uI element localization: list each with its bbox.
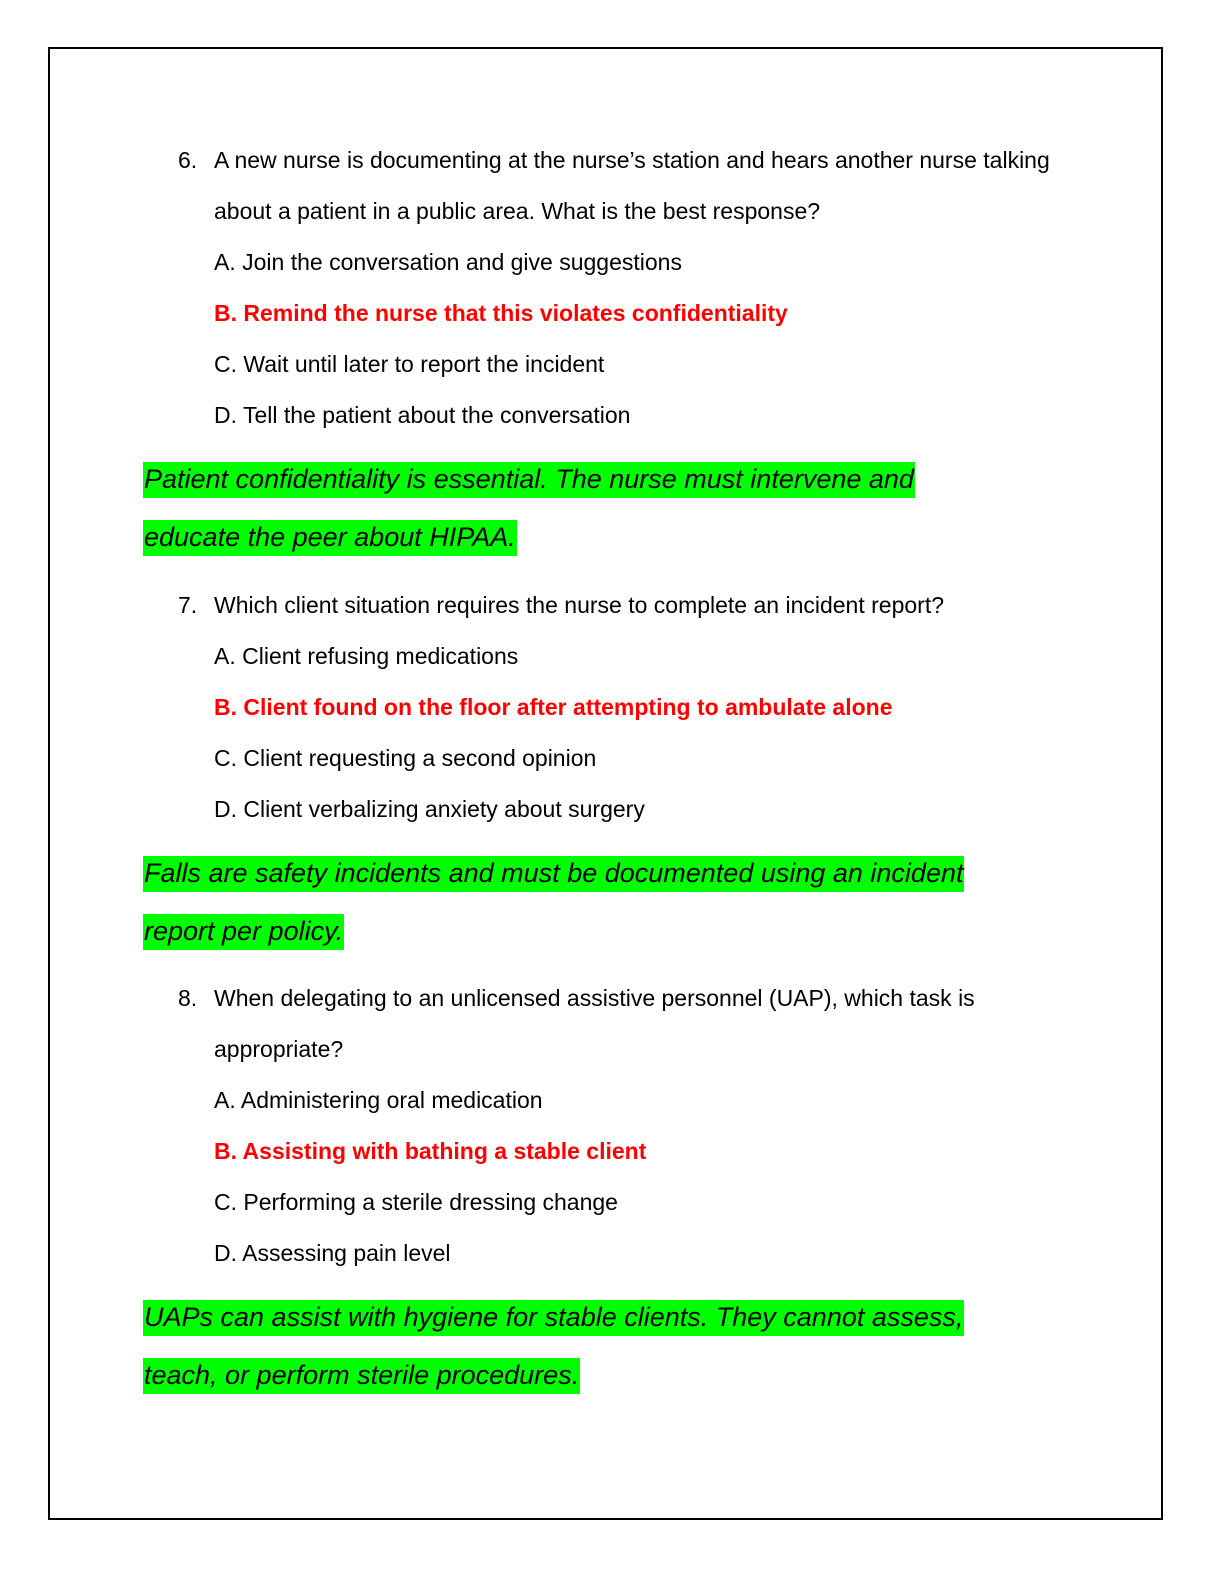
option-d: D. Tell the patient about the conversation [214,402,631,428]
highlighted-text: Patient confidentiality is essential. The nurse must intervene and [143,462,915,498]
option-c: C. Wait until later to report the incident [214,351,605,377]
rationale-line [143,450,1043,508]
option-b-correct: B. Client found on the floor after attempting to ambulate alone [214,694,893,720]
question-text: Which client situation requires the nurse to complete an incident report? [214,592,945,618]
option-a: A. Join the conversation and give suggestions [214,249,682,275]
rationale-7 [143,844,1043,960]
option-c: C. Performing a sterile dressing change [214,1189,618,1215]
rationale-8 [143,1288,1043,1404]
option-d: D. Client verbalizing anxiety about surgery [214,796,645,822]
option-c: C. Client requesting a second opinion [214,745,597,771]
highlighted-text: report per policy. [143,914,344,950]
highlighted-text: teach, or perform sterile procedures. [143,1358,580,1394]
question-number: 7. [178,592,198,618]
question-8 [178,973,1078,1279]
rationale-line [143,844,1043,902]
option-a: A. Client refusing medications [214,643,519,669]
question-text: When delegating to an unlicensed assistive personnel (UAP), which task is appropriate? [214,985,975,1062]
highlighted-text: educate the peer about HIPAA. [143,520,517,556]
rationale-6 [143,450,1043,566]
question-number: 8. [178,985,198,1011]
highlighted-text: Falls are safety incidents and must be documented using an incident [143,856,964,892]
question-6 [178,135,1078,441]
option-d: D. Assessing pain level [214,1240,451,1266]
question-stem [178,973,1078,1075]
rationale-line [143,1346,1043,1404]
question-stem [178,580,1078,631]
question-number: 6. [178,147,198,173]
option-b-correct: B. Assisting with bathing a stable client [214,1138,647,1164]
rationale-line [143,902,1043,960]
question-stem [178,135,1078,237]
option-a: A. Administering oral medication [214,1087,543,1113]
highlighted-text: UAPs can assist with hygiene for stable clients. They cannot assess, [143,1300,964,1336]
question-7 [178,580,1078,835]
option-b-correct: B. Remind the nurse that this violates confidentiality [214,300,788,326]
rationale-line [143,508,1043,566]
question-text: A new nurse is documenting at the nurse’s station and hears another nurse talking about a patient in a public area. What is the best response? [214,147,1050,224]
rationale-line [143,1288,1043,1346]
